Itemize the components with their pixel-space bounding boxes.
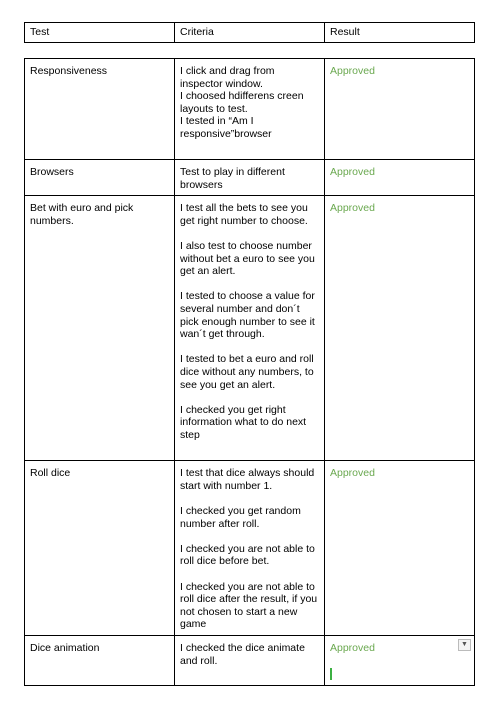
criteria-cell[interactable]	[175, 59, 325, 160]
criteria-line: Test to play in different browsers	[180, 166, 285, 191]
test-cell[interactable]: Bet with euro and pick numbers.	[25, 196, 175, 461]
header-result[interactable]: Result	[325, 23, 475, 43]
criteria-cell[interactable]	[175, 636, 325, 686]
criteria-cell[interactable]	[175, 160, 325, 196]
criteria-paragraph: I tested to choose a value for several number and don´t pick enough number to see it wan´t get through.	[180, 290, 315, 341]
result-text: Approved	[330, 642, 375, 655]
text-cursor	[330, 668, 332, 680]
table-row	[25, 196, 475, 461]
test-cell[interactable]: Responsiveness	[25, 59, 175, 160]
table-row	[25, 461, 475, 636]
result-cell[interactable]: Approved	[325, 461, 475, 636]
criteria-paragraph: I checked you get right information what to do next step	[180, 403, 307, 441]
result-cell[interactable]: Approved	[325, 160, 475, 196]
test-cell[interactable]: Browsers	[25, 160, 175, 196]
result-cell-active[interactable]	[325, 636, 475, 686]
criteria-paragraph: I checked you are not able to roll dice after the result, if you not chosen to start a new game	[180, 580, 318, 631]
test-table	[24, 58, 475, 686]
criteria-paragraph: I tested to bet a euro and roll dice without any numbers, to see you get an alert.	[180, 353, 314, 391]
criteria-paragraph: I checked you get random number after roll.	[180, 504, 301, 530]
criteria-paragraph: I test all the bets to see you get right number to choose.	[180, 202, 308, 227]
criteria-paragraph: I checked you are not able to roll dice before bet.	[180, 542, 315, 568]
test-cell[interactable]: Dice animation	[25, 636, 175, 686]
criteria-line: I checked the dice animate and roll.	[180, 642, 305, 667]
chevron-down-icon[interactable]: ▼	[458, 639, 471, 651]
table-row	[25, 160, 475, 196]
criteria-line: I choosed hdifferens creen layouts to test.	[180, 90, 304, 115]
table-row	[25, 636, 475, 686]
criteria-cell[interactable]	[175, 196, 325, 461]
result-cell[interactable]: Approved	[325, 196, 475, 461]
table-row	[25, 59, 475, 160]
criteria-paragraph: I also test to choose number without bet a euro to see you get an alert.	[180, 239, 315, 278]
criteria-line: I tested in “Am I responsive”browser	[180, 115, 272, 140]
criteria-paragraph: I test that dice always should start with number 1.	[180, 467, 315, 492]
test-cell[interactable]: Roll dice	[25, 461, 175, 636]
header-criteria[interactable]: Criteria	[175, 23, 325, 43]
result-cell[interactable]: Approved	[325, 59, 475, 160]
header-table	[24, 22, 475, 43]
criteria-cell[interactable]	[175, 461, 325, 636]
header-test[interactable]: Test	[25, 23, 175, 43]
criteria-line: I click and drag from inspector window.	[180, 65, 275, 90]
header-row	[25, 23, 475, 43]
